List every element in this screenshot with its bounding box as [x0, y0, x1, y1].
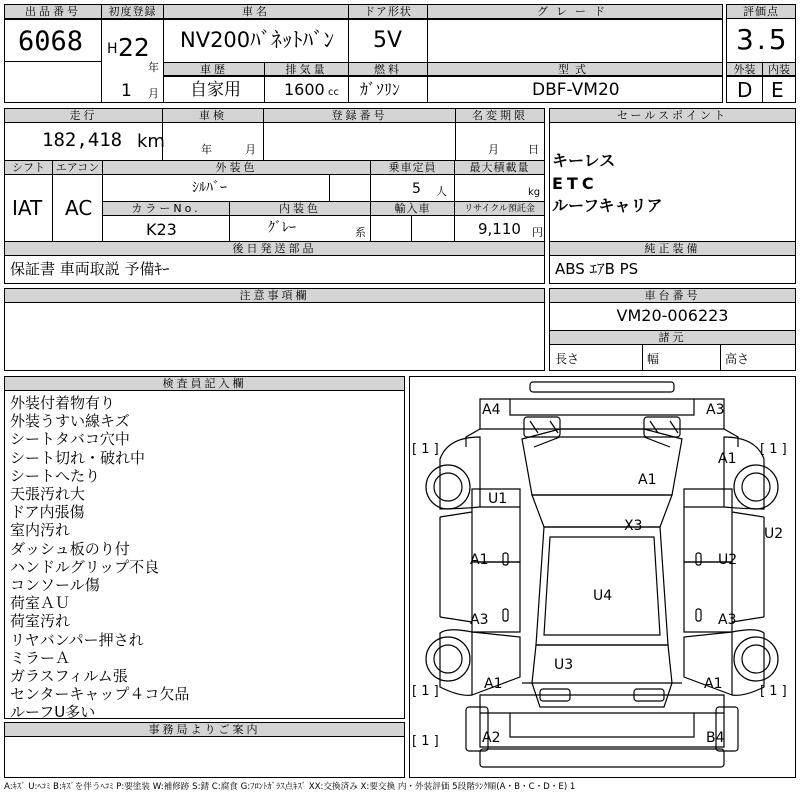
history-value: 自家用: [190, 80, 241, 100]
damage-mark: U2: [718, 552, 738, 568]
capacity-value: 5: [412, 181, 421, 197]
docs-value: 保証書 車両取説 予備ｷｰ: [10, 260, 170, 278]
recycle-value: 9,110: [478, 220, 521, 238]
inspection-year-unit: 年: [201, 143, 212, 156]
int-color-label: 内装色: [230, 202, 370, 216]
int-color-value: ｸﾞﾚｰ: [268, 220, 296, 236]
damage-mark: A1: [704, 676, 723, 692]
shift-label: シフト: [5, 161, 52, 175]
equipment-label: 純正装備: [550, 242, 795, 256]
score-value: 3.5: [736, 23, 790, 56]
damage-mark: A3: [706, 402, 725, 418]
score-label: 評価点: [727, 5, 795, 19]
office-label: 事務局よりご案内: [5, 723, 404, 737]
inspection-month-unit: 月: [245, 143, 256, 156]
chassis-number: VM20-006223: [616, 306, 729, 325]
sales-point: ルーフキャリア: [552, 196, 663, 215]
reg-no-label: 登録番号: [264, 109, 455, 123]
bracket-mark: [ 1 ]: [412, 734, 439, 749]
damage-mark: B4: [706, 730, 725, 746]
displacement-label: 排気量: [265, 63, 348, 76]
chassis-label: 車台番号: [550, 289, 795, 303]
damage-mark: A1: [484, 676, 503, 692]
displacement-unit: cc: [328, 87, 339, 98]
inspector-note: ダッシュ板のり付: [10, 539, 130, 558]
name-change-day-unit: 日: [528, 143, 539, 156]
sales-point: ETC: [552, 174, 598, 193]
notes-label: 注意事項欄: [5, 289, 544, 303]
inspector-note: ガラスフィルム張: [10, 667, 128, 686]
inspector-note: 荷室汚れ: [10, 612, 71, 631]
length-label: 長さ: [555, 352, 580, 366]
inspector-note: リヤバンパー押され: [10, 630, 144, 649]
inspector-note: ルーフU多い: [10, 703, 96, 722]
damage-mark: X3: [624, 518, 643, 534]
inspector-note: ハンドルグリップ不良: [10, 557, 160, 576]
legend: A:ｷｽﾞ U:ﾍｺﾐ B:ｷｽﾞを伴うﾍｺﾐ P:要塗装 W:補修跡 S:錆 C:腐食 G:ﾌﾛﾝﾄｶﾞﾗｽ点ｷｽﾞ XX:交換済み X:要交換 内・外装評価 5段階ﾗﾝｸ順(A・B・C・D・E) 1: [4, 782, 576, 792]
door-type: 5V: [373, 28, 403, 53]
max-load-unit: kg: [528, 187, 541, 198]
model-value: DBF-VM20: [532, 80, 620, 100]
color-no-label: カラーNo.: [103, 202, 229, 216]
inspector-notes: [10, 394, 189, 722]
damage-mark: A1: [470, 552, 489, 568]
name-change-month-unit: 月: [488, 143, 499, 156]
exterior-label: 外装: [727, 63, 762, 76]
history-label: 車歴: [164, 63, 264, 76]
damage-mark: A1: [638, 472, 657, 488]
damage-mark: A1: [718, 451, 737, 467]
interior-label: 内装: [763, 63, 795, 76]
max-load-label: 最大積載量: [455, 161, 544, 175]
inspector-note: 室内汚れ: [10, 521, 71, 540]
ext-color-value: ｼﾙﾊﾞｰ: [192, 180, 227, 196]
era: H: [107, 41, 118, 57]
dims-label: 諸元: [550, 331, 795, 345]
first-reg-year: 22: [118, 33, 150, 62]
inspector-label: 検査員記入欄: [5, 377, 404, 391]
first-reg-label: 初度登録: [102, 5, 163, 19]
inspection-label: 車検: [163, 109, 263, 123]
lot-number: 6068: [18, 26, 84, 57]
car-name: NV200ﾊﾞﾈｯﾄﾊﾞﾝ: [180, 28, 335, 52]
mileage-value: 182,418: [42, 129, 123, 151]
inspector-note: コンソール傷: [10, 576, 100, 595]
car-name-label: 車名: [164, 5, 348, 19]
bracket-mark: [ 1 ]: [760, 684, 787, 699]
ext-color-label: 外装色: [103, 161, 370, 175]
year-unit: 年: [148, 61, 159, 74]
damage-mark: A2: [482, 730, 501, 746]
recycle-label: リサイクル預託金: [455, 202, 544, 216]
damage-mark: U1: [488, 491, 508, 507]
bracket-mark: [ 1 ]: [412, 684, 439, 699]
car-diagram: [409, 376, 796, 778]
inspector-note: シートタバコ穴中: [10, 430, 130, 449]
damage-mark: A3: [470, 612, 489, 628]
inspector-note: センターキャップ４コ欠品: [10, 685, 190, 704]
int-color-suffix: 系: [355, 226, 366, 239]
mileage-unit: km: [137, 131, 165, 152]
month-unit: 月: [148, 87, 159, 100]
damage-mark: A4: [482, 402, 501, 418]
sales-label: セールスポイント: [550, 109, 795, 123]
height-label: 高さ: [725, 352, 750, 366]
mileage-label: 走行: [5, 109, 162, 123]
fuel-value: ｶﾞｿﾘﾝ: [360, 80, 401, 99]
damage-mark: U4: [593, 588, 613, 604]
model-label: 型式: [428, 63, 722, 76]
first-reg-month: 1: [121, 81, 132, 101]
docs-label: 後日発送部品: [5, 242, 544, 256]
door-label: ドア形状: [349, 5, 427, 19]
capacity-unit: 人: [436, 185, 447, 198]
damage-mark: A3: [718, 612, 737, 628]
inspector-note: 外装うすい線キズ: [10, 412, 130, 431]
bracket-mark: [ 1 ]: [760, 442, 787, 457]
inspector-note: シート切れ・破れ中: [10, 448, 146, 467]
width-label: 幅: [647, 352, 660, 366]
ac-value: AC: [65, 196, 93, 220]
recycle-unit: 円: [532, 226, 543, 239]
capacity-label: 乗車定員: [371, 161, 454, 175]
color-no-value: K23: [146, 220, 177, 239]
inspector-note: シートへたり: [10, 466, 101, 485]
inspector-note: 天張汚れ大: [10, 485, 86, 504]
exterior-grade: D: [737, 78, 753, 102]
inspector-note: 外装付着物有り: [10, 394, 116, 412]
interior-grade: E: [771, 78, 784, 102]
shift-value: IAT: [12, 196, 43, 220]
fuel-label: 燃料: [349, 63, 427, 76]
damage-mark: U2: [764, 526, 784, 542]
name-change-label: 名変期限: [456, 109, 544, 123]
inspector-note: 荷室ＡＵ: [10, 594, 71, 613]
sales-point: キーレス: [552, 151, 616, 170]
lot-number-label: 出品番号: [5, 5, 101, 19]
displacement-value: 1600: [284, 80, 325, 99]
equipment-value: ABS ｴｱB PS: [555, 260, 639, 278]
bracket-mark: [ 1 ]: [412, 442, 439, 457]
grade-label: グレード: [428, 5, 722, 19]
import-label: 輸入車: [371, 202, 454, 216]
inspector-note: ドア内張傷: [10, 503, 85, 522]
ac-label: エアコン: [53, 161, 102, 175]
inspector-note: ミラーＡ: [10, 648, 71, 667]
damage-mark: U3: [554, 657, 574, 673]
